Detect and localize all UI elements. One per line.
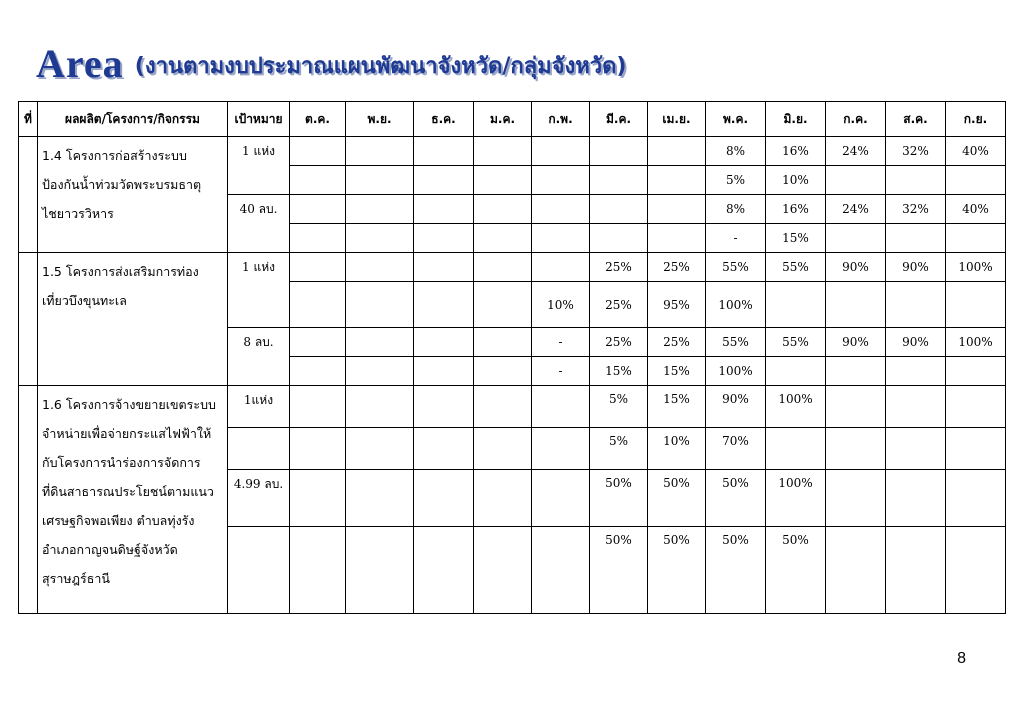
month-value-cell [290, 253, 346, 282]
month-value-cell: 10% [532, 282, 590, 328]
month-value-cell: 40% [946, 137, 1006, 166]
month-value-cell [290, 137, 346, 166]
month-value-cell [290, 386, 346, 428]
month-value-cell [826, 282, 886, 328]
month-value-cell [946, 357, 1006, 386]
month-value-cell [414, 282, 474, 328]
month-value-cell [474, 470, 532, 527]
month-value-cell: 16% [766, 195, 826, 224]
month-value-cell: 8% [706, 137, 766, 166]
row-number-cell [19, 253, 38, 386]
month-value-cell: 100% [946, 253, 1006, 282]
month-value-cell [946, 527, 1006, 614]
month-value-cell: 55% [766, 328, 826, 357]
page-number: 8 [957, 650, 966, 667]
month-value-cell [590, 224, 648, 253]
month-value-cell [290, 357, 346, 386]
month-value-cell: - [532, 357, 590, 386]
month-value-cell [590, 195, 648, 224]
month-value-cell: 90% [886, 328, 946, 357]
month-value-cell: 24% [826, 137, 886, 166]
month-value-cell [886, 527, 946, 614]
month-value-cell: 15% [648, 386, 706, 428]
month-value-cell [590, 166, 648, 195]
month-value-cell [532, 470, 590, 527]
row-number-cell [19, 137, 38, 253]
month-value-cell: 90% [826, 328, 886, 357]
header-cell: ผลผลิต/โครงการ/กิจกรรม [38, 102, 228, 137]
month-value-cell [826, 224, 886, 253]
month-value-cell: 50% [766, 527, 826, 614]
header-cell: พ.ย. [346, 102, 414, 137]
header-cell: เม.ย. [648, 102, 706, 137]
month-value-cell [414, 224, 474, 253]
month-value-cell [414, 527, 474, 614]
month-value-cell: 15% [766, 224, 826, 253]
month-value-cell [346, 470, 414, 527]
month-value-cell [346, 166, 414, 195]
month-value-cell [886, 386, 946, 428]
month-value-cell [648, 224, 706, 253]
month-value-cell [766, 357, 826, 386]
month-value-cell: 25% [648, 253, 706, 282]
month-value-cell [414, 470, 474, 527]
header-cell: ก.ย. [946, 102, 1006, 137]
month-value-cell: 15% [648, 357, 706, 386]
month-value-cell [946, 386, 1006, 428]
month-value-cell [346, 527, 414, 614]
month-value-cell [532, 527, 590, 614]
month-value-cell: 55% [706, 328, 766, 357]
month-value-cell [414, 357, 474, 386]
month-value-cell: 95% [648, 282, 706, 328]
month-value-cell [474, 428, 532, 470]
month-value-cell [886, 428, 946, 470]
month-value-cell [290, 428, 346, 470]
title-subtitle: (งานตามงบประมาณแผนพัฒนาจังหวัด/กลุ่มจังหวัด) [134, 54, 627, 79]
header-cell: ก.พ. [532, 102, 590, 137]
month-value-cell [474, 282, 532, 328]
row-number-cell [19, 386, 38, 614]
project-name-cell: 1.6 โครงการจ้างขยายเขตระบบจำหน่ายเพื่อจ่ายกระแสไฟฟ้าให้กับโครงการนำร่องการจัดการที่ดินสาธารณประโยชน์ตามแนวเศรษฐกิจพอเพียง ตำบลทุ่งรังอำเภอกาญจนดิษฐ์จังหวัดสุราษฎร์ธานี [38, 386, 228, 614]
month-value-cell [648, 195, 706, 224]
month-value-cell [532, 253, 590, 282]
month-value-cell [290, 195, 346, 224]
month-value-cell [414, 195, 474, 224]
month-value-cell: 70% [706, 428, 766, 470]
target-cell: 1 แห่ง [228, 253, 290, 328]
month-value-cell [946, 470, 1006, 527]
month-value-cell [826, 166, 886, 195]
month-value-cell [886, 224, 946, 253]
month-value-cell [290, 282, 346, 328]
month-value-cell [826, 527, 886, 614]
month-value-cell [766, 428, 826, 470]
header-cell: พ.ค. [706, 102, 766, 137]
month-value-cell [826, 428, 886, 470]
month-value-cell [474, 195, 532, 224]
month-value-cell: 50% [590, 527, 648, 614]
month-value-cell [826, 386, 886, 428]
header-cell: ธ.ค. [414, 102, 474, 137]
month-value-cell [414, 253, 474, 282]
project-name-cell: 1.4 โครงการก่อสร้างระบบป้องกันน้ำท่วมวัดพระบรมธาตุไชยาวรวิหาร [38, 137, 228, 253]
month-value-cell: 5% [590, 428, 648, 470]
month-value-cell [414, 328, 474, 357]
target-cell [228, 428, 290, 470]
month-value-cell [886, 282, 946, 328]
month-value-cell [474, 224, 532, 253]
month-value-cell [346, 386, 414, 428]
target-cell: 1แห่ง [228, 386, 290, 428]
target-cell: 8 ลบ. [228, 328, 290, 386]
month-value-cell: 50% [648, 527, 706, 614]
header-cell: ที่ [19, 102, 38, 137]
month-value-cell [290, 527, 346, 614]
month-value-cell [532, 224, 590, 253]
month-value-cell: 50% [590, 470, 648, 527]
month-value-cell: 10% [766, 166, 826, 195]
month-value-cell: 100% [706, 282, 766, 328]
month-value-cell [532, 195, 590, 224]
month-value-cell: 40% [946, 195, 1006, 224]
month-value-cell: 25% [648, 328, 706, 357]
header-cell: ต.ค. [290, 102, 346, 137]
month-value-cell [346, 224, 414, 253]
title-area: Area [36, 41, 124, 86]
month-value-cell [346, 282, 414, 328]
month-value-cell: 25% [590, 253, 648, 282]
month-value-cell: - [706, 224, 766, 253]
month-value-cell [474, 527, 532, 614]
month-value-cell: 25% [590, 282, 648, 328]
header-row [19, 102, 1006, 137]
header-cell: เป้าหมาย [228, 102, 290, 137]
month-value-cell [346, 357, 414, 386]
month-value-cell [532, 166, 590, 195]
month-value-cell: 15% [590, 357, 648, 386]
month-value-cell [474, 166, 532, 195]
month-value-cell [946, 428, 1006, 470]
header-cell: ส.ค. [886, 102, 946, 137]
table-row [19, 137, 1006, 166]
month-value-cell [346, 328, 414, 357]
month-value-cell [290, 166, 346, 195]
month-value-cell: 100% [766, 386, 826, 428]
month-value-cell [532, 428, 590, 470]
header-cell: มิ.ย. [766, 102, 826, 137]
month-value-cell [532, 386, 590, 428]
table-row [19, 386, 1006, 428]
month-value-cell [946, 282, 1006, 328]
month-value-cell: - [532, 328, 590, 357]
table-row [19, 253, 1006, 282]
month-value-cell [946, 224, 1006, 253]
month-value-cell: 32% [886, 195, 946, 224]
month-value-cell [886, 357, 946, 386]
month-value-cell [474, 386, 532, 428]
month-value-cell: 8% [706, 195, 766, 224]
month-value-cell: 50% [648, 470, 706, 527]
month-value-cell [290, 470, 346, 527]
month-value-cell [414, 137, 474, 166]
month-value-cell [474, 357, 532, 386]
month-value-cell [474, 328, 532, 357]
month-value-cell [826, 470, 886, 527]
month-value-cell: 32% [886, 137, 946, 166]
slide-title [36, 40, 627, 87]
month-value-cell: 5% [590, 386, 648, 428]
month-value-cell: 16% [766, 137, 826, 166]
header-cell: ก.ค. [826, 102, 886, 137]
month-value-cell: 90% [706, 386, 766, 428]
month-value-cell [346, 253, 414, 282]
target-cell: 4.99 ลบ. [228, 470, 290, 527]
month-value-cell [590, 137, 648, 166]
month-value-cell [290, 224, 346, 253]
month-value-cell [826, 357, 886, 386]
month-value-cell: 50% [706, 527, 766, 614]
header-cell: มี.ค. [590, 102, 648, 137]
progress-table [18, 101, 1006, 614]
month-value-cell: 55% [766, 253, 826, 282]
month-value-cell [474, 137, 532, 166]
month-value-cell [346, 195, 414, 224]
month-value-cell: 25% [590, 328, 648, 357]
month-value-cell [346, 428, 414, 470]
month-value-cell [532, 137, 590, 166]
month-value-cell: 5% [706, 166, 766, 195]
month-value-cell: 10% [648, 428, 706, 470]
target-cell: 1 แห่ง [228, 137, 290, 195]
project-name-cell: 1.5 โครงการส่งเสริมการท่องเที่ยวบึงขุนทะเล [38, 253, 228, 386]
month-value-cell [886, 166, 946, 195]
month-value-cell [886, 470, 946, 527]
month-value-cell [414, 166, 474, 195]
month-value-cell: 100% [706, 357, 766, 386]
month-value-cell: 90% [886, 253, 946, 282]
month-value-cell: 55% [706, 253, 766, 282]
month-value-cell: 100% [766, 470, 826, 527]
target-cell: 40 ลบ. [228, 195, 290, 253]
month-value-cell: 50% [706, 470, 766, 527]
month-value-cell: 100% [946, 328, 1006, 357]
month-value-cell [648, 166, 706, 195]
month-value-cell [414, 428, 474, 470]
month-value-cell: 90% [826, 253, 886, 282]
header-cell: ม.ค. [474, 102, 532, 137]
month-value-cell [648, 137, 706, 166]
month-value-cell [766, 282, 826, 328]
month-value-cell [474, 253, 532, 282]
month-value-cell [414, 386, 474, 428]
month-value-cell [346, 137, 414, 166]
month-value-cell: 24% [826, 195, 886, 224]
month-value-cell [290, 328, 346, 357]
target-cell [228, 527, 290, 614]
month-value-cell [946, 166, 1006, 195]
